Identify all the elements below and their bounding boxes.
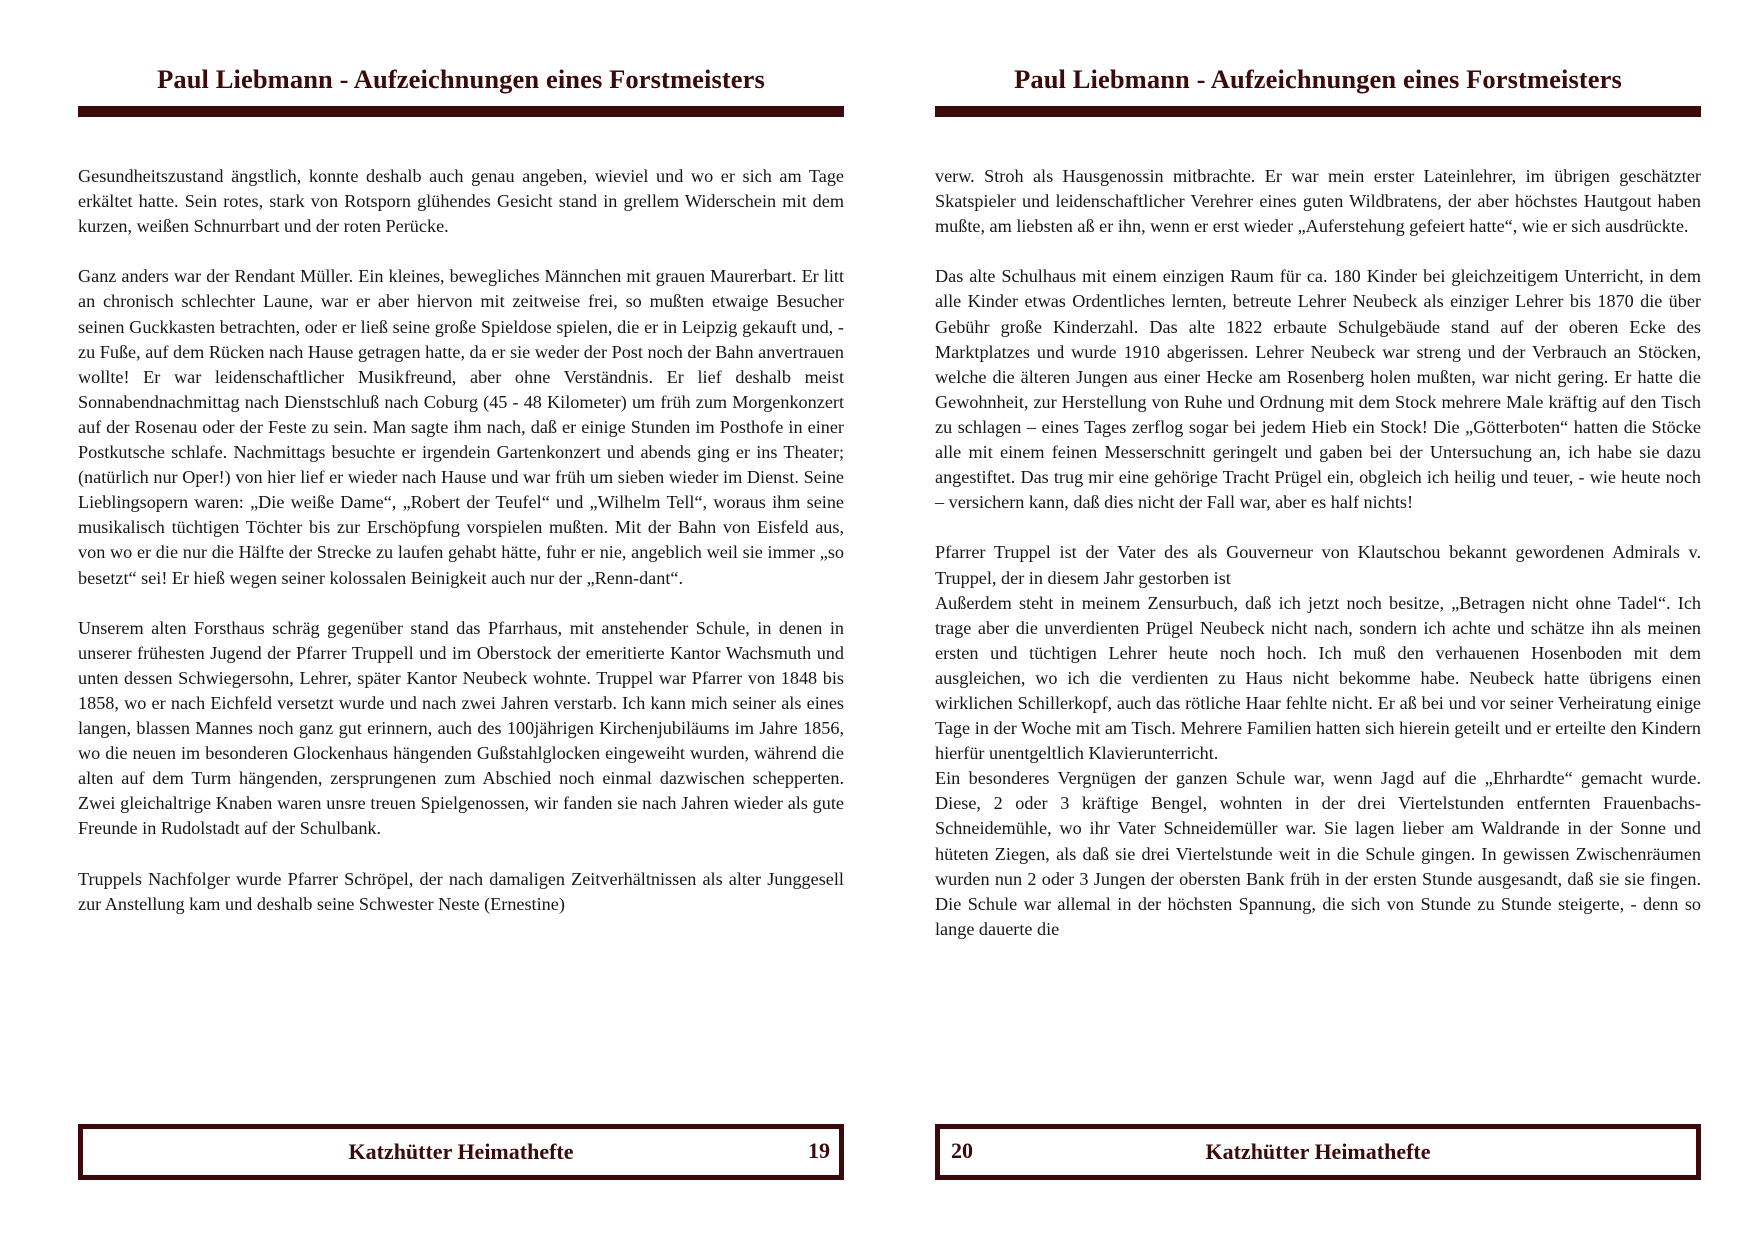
page-header-title: Paul Liebmann - Aufzeichnungen eines Forstmeisters bbox=[1014, 64, 1622, 94]
page-footer bbox=[935, 1124, 1701, 1180]
page-number: 19 bbox=[808, 1138, 830, 1163]
paragraph: Pfarrer Truppel ist der Vater des als Gouverneur von Klautschou bekannt gewordenen Admirals v. Truppel, der in diesem Jahr gestorben ist bbox=[935, 542, 1701, 588]
footer-title: Katzhütter Heimathefte bbox=[348, 1139, 574, 1164]
page-left bbox=[78, 0, 844, 1240]
paragraph: verw. Stroh als Hausgenossin mitbrachte. Er war mein erster Lateinlehrer, im übrigen geschätzter Skatspieler und leidenschaftlicher Verehrer eines guten Wildbratens, der aber höchstes Hautgout haben mußte, am liebsten aß er ihn, wenn er erst wieder „Auferstehung gefeiert hatte“, wie er sich ausdrückte. bbox=[935, 166, 1701, 237]
page-footer bbox=[78, 1124, 844, 1180]
page-body bbox=[935, 164, 1701, 942]
paragraph: Ein besonderes Vergnügen der ganzen Schule war, wenn Jagd auf die „Ehrhardte“ gemacht wurde. Diese, 2 oder 3 kräftige Bengel, wohnten in der drei Viertelstunden entfernten Frauenbachs-Schneidemühle, wo ihr Vater Schneidemüller war. Sie lagen lieber am Waldrande in der Sonne und hüteten Ziegen, als daß sie drei Viertelstunde weit in die Schule gingen. In gewissen Zwischenräumen wurden nun 2 oder 3 Jungen der obersten Bank früh in der ersten Stunde ausgesandt, daß sie sie fingen. Die Schule war allemal in der höchsten Spannung, die sich von Stunde zu Stunde steigerte, - denn so lange dauerte die bbox=[935, 768, 1701, 939]
page-header-title: Paul Liebmann - Aufzeichnungen eines Forstmeisters bbox=[157, 64, 765, 94]
header-rule bbox=[78, 106, 844, 117]
paragraph: Gesundheitszustand ängstlich, konnte deshalb auch genau angeben, wieviel und wo er sich am Tage erkältet hatte. Sein rotes, stark von Rotsporn glühendes Gesicht stand in grellem Widerschein mit dem kurzen, weißen Schnurrbart und der roten Perücke. bbox=[78, 166, 844, 237]
paragraph: Außerdem steht in meinem Zensurbuch, daß ich jetzt noch besitze, „Betragen nicht ohne Tadel“. Ich trage aber die unverdienten Prügel Neubeck nicht nach, sondern ich achte und schätze ihn als meinen ersten und tüchtigen Lehrer heute noch hoch. Ich muß den verhauenen Hosenboden mit dem ausgleichen, wo ich die verdienten zu Haus nicht bekomme habe. Neubeck hatte übrigens einen wirklichen Schillerkopf, auch das rötliche Haar fehlte nicht. Er aß bei und vor seiner Verheiratung einige Tage in der Woche mit am Tisch. Mehrere Familien hatten sich hierein geteilt und er erteilte den Kindern hierfür unentgeltlich Klavierunterricht. bbox=[935, 592, 1701, 764]
paragraph: Truppels Nachfolger wurde Pfarrer Schröpel, der nach damaligen Zeitverhältnissen als alter Junggesell zur Anstellung kam und deshalb seine Schwester Neste (Ernestine) bbox=[78, 868, 844, 914]
paragraph: Das alte Schulhaus mit einem einzigen Raum für ca. 180 Kinder bei gleichzeitigem Unterricht, in dem alle Kinder etwas Ordentliches lernten, betreute Lehrer Neubeck als einziger Lehrer bis 1870 die über Gebühr große Kinderzahl. Das alte 1822 erbaute Schulgebäude stand auf der oberen Ecke des Marktplatzes und wurde 1910 abgerissen. Lehrer Neubeck war streng und der Verbrauch an Stöcken, welche die älteren Jungen aus einer Hecke am Rosenberg holen mußten, war nicht gering. Er hatte die Gewohnheit, zur Herstellung von Ruhe und Ordnung mit dem Stock mehrere Male kräftig auf den Tisch zu schlagen – eines Tages zerflog sogar bei jedem Hieb ein Stock! Die „Götterboten“ hatten die Stöcke alle mit einem feinen Messerschnitt geringelt und gaben bei der Untersuchung an, ich habe sie dazu angestiftet. Das trug mir eine gehörige Tracht Prügel ein, obgleich ich heilig und teuer, - wie heute noch – versichern kann, daß dies nicht der Fall war, aber es half nichts! bbox=[935, 266, 1701, 513]
page-right bbox=[935, 0, 1701, 1240]
footer-title: Katzhütter Heimathefte bbox=[1205, 1139, 1431, 1164]
page-number: 20 bbox=[951, 1138, 973, 1163]
paragraph: Unserem alten Forsthaus schräg gegenüber stand das Pfarrhaus, mit anstehender Schule, in denen in unserer frühesten Jugend der Pfarrer Truppell und im Oberstock der emeritierte Kantor Wachsmuth und unten dessen Schwiegersohn, Lehrer, später Kantor Neubeck wohnte. Truppel war Pfarrer von 1848 bis 1858, wo er nach Eichfeld versetzt wurde und nach zwei Jahren verstarb. Ich kann mich seiner als eines langen, blassen Mannes noch ganz gut erinnern, auch des 100jährigen Kirchenjubiläums im Jahre 1856, wo die neuen im besonderen Glockenhaus hängenden Gußstahlglocken eingeweiht wurden, während die alten auf dem Turm hängenden, zersprungenen zum Abschied noch einmal dazwischen schepperten. Zwei gleichaltrige Knaben waren unsre treuen Spielgenossen, wir fanden sie nach Jahren wieder als gute Freunde in Rudolstadt auf der Schulbank. bbox=[78, 617, 844, 839]
paragraph: Ganz anders war der Rendant Müller. Ein kleines, bewegliches Männchen mit grauen Maurerbart. Er litt an chronisch schlechter Laune, war er aber hiervon mit zeitweise frei, so mußten etwaige Besucher seinen Guckkasten betrachten, oder er ließ seine große Spieldose spielen, die er in Leipzig gekauft und, - zu Fuße, auf dem Rücken nach Hause getragen hatte, da er sie weder der Post noch der Bahn anvertrauen wollte! Er war leidenschaftlicher Musikfreund, aber ohne Verständnis. Er lief deshalb meist Sonnabendnachmittag nach Dienstschluß nach Coburg (45 - 48 Kilometer) um früh zum Morgenkonzert auf der Rosenau oder der Feste zu sein. Man sagte ihm nach, daß er einige Stunden im Posthofe in einer Postkutsche schlafe. Nachmittags besuchte er irgendein Gartenkonzert und abends ging er ins Theater; (natürlich nur Oper!) von hier lief er wieder nach Hause und war früh um sieben wieder im Dienst. Seine Lieblingsopern waren: „Die weiße Dame“, „Robert der Teufel“ und „Wilhelm Tell“, woraus ihm seine musikalisch tüchtigen Töchter bis zur Erschöpfung vorspielen mußten. Mit der Bahn von Eisfeld aus, von wo er die nur die Hälfte der Strecke zu laufen gehabt hätte, fuhr er nie, angeblich weil sie immer „so besetzt“ sei! Er hieß wegen seiner kolossalen Beinigkeit auch nur der „Renn-dant“. bbox=[78, 266, 844, 588]
page-body bbox=[78, 164, 844, 917]
header-rule bbox=[935, 106, 1701, 117]
